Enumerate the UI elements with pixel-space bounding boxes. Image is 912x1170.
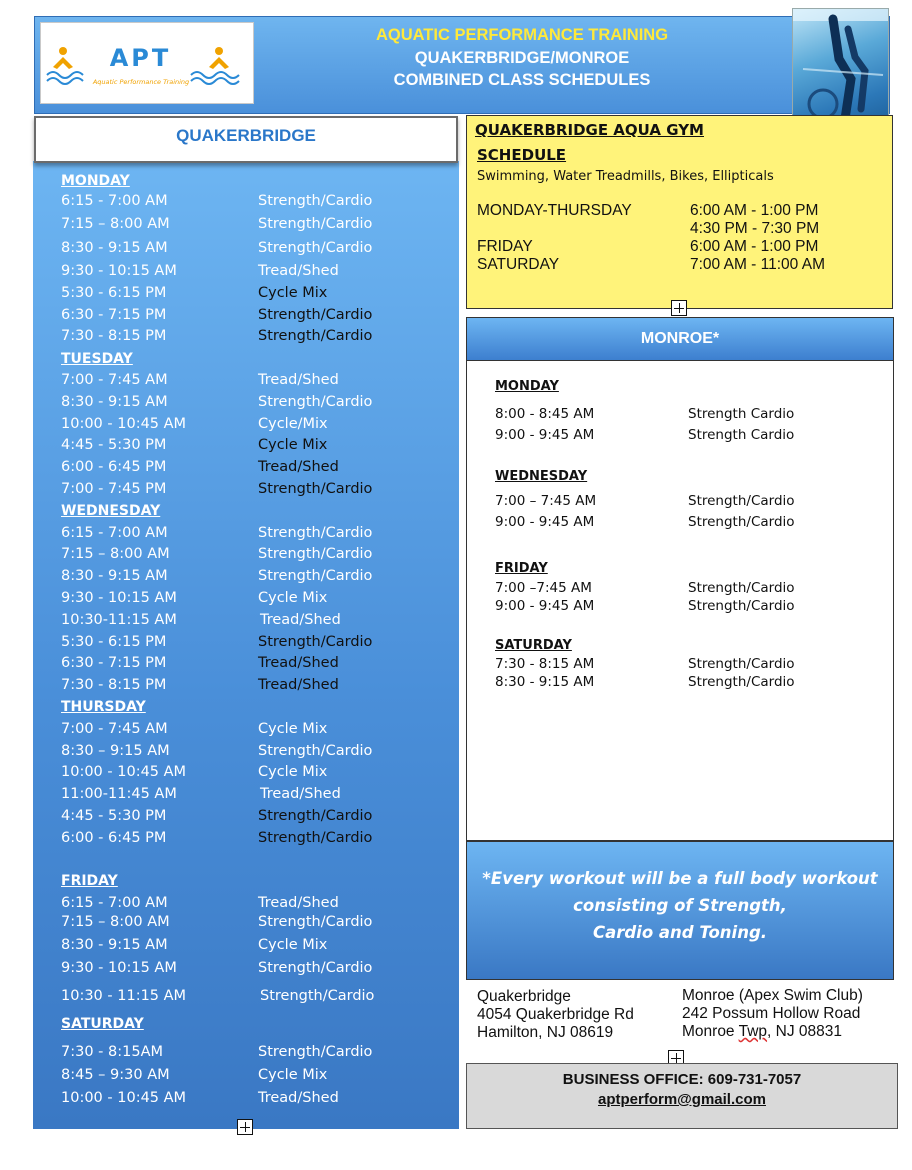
monroe-address-name: Monroe (Apex Swim Club) (682, 987, 863, 1004)
monroe-heading: MONROE* (640, 330, 720, 347)
class-time: 8:45 – 9:30 AM (61, 1067, 170, 1083)
class-time: 8:30 - 9:15 AM (61, 568, 168, 584)
gym-hours: 6:00 AM - 1:00 PM (690, 202, 819, 219)
class-time: 9:00 - 9:45 AM (495, 514, 595, 530)
aqua-gym-title: QUAKERBRIDGE AQUA GYM (475, 121, 704, 139)
class-time: 8:00 - 8:45 AM (495, 406, 595, 422)
aqua-gym-title-2: SCHEDULE (477, 146, 567, 164)
table-move-handle-icon[interactable] (671, 300, 687, 316)
class-time: 9:30 - 10:15 AM (61, 590, 177, 606)
class-type: Tread/Shed (258, 372, 339, 388)
class-time: 7:15 – 8:00 AM (61, 216, 170, 232)
class-type: Strength/Cardio (258, 1044, 373, 1060)
logo-text: APT (109, 44, 172, 72)
class-type: Strength/Cardio (258, 634, 373, 650)
class-type: Strength/Cardio (258, 568, 373, 584)
gym-hours: 4:30 PM - 7:30 PM (690, 220, 820, 237)
title-line-3: COMBINED CLASS SCHEDULES (393, 71, 651, 89)
class-time: 6:30 - 7:15 PM (61, 307, 167, 323)
class-time: 10:00 - 10:45 AM (61, 764, 187, 780)
quakerbridge-address-city: Hamilton, NJ 08619 (477, 1024, 614, 1041)
workout-note-line-3: Cardio and Toning. (592, 923, 768, 942)
logo-subtitle: Aquatic Performance Training (92, 78, 190, 86)
class-type: Cycle Mix (258, 1067, 328, 1083)
class-time: 7:00 - 7:45 AM (61, 372, 168, 388)
class-time: 7:00 –7:45 AM (495, 580, 592, 596)
class-time: 6:15 - 7:00 AM (61, 193, 168, 209)
gym-day: FRIDAY (477, 238, 533, 255)
class-time: 8:30 – 9:15 AM (61, 743, 170, 759)
day-label-wednesday: WEDNESDAY (495, 469, 588, 484)
class-type: Tread/Shed (258, 677, 339, 693)
class-time: 6:30 - 7:15 PM (61, 655, 167, 671)
class-time: 8:30 - 9:15 AM (61, 394, 168, 410)
business-email-link[interactable]: aptperform@gmail.com (598, 1091, 766, 1108)
workout-note-line-1: *Every workout will be a full body workout (482, 869, 878, 888)
day-label-friday: FRIDAY (61, 873, 118, 889)
class-time: 10:30 - 11:15 AM (61, 988, 187, 1004)
class-type: Tread/Shed (258, 263, 339, 279)
table-move-handle-icon[interactable] (237, 1119, 253, 1135)
class-type: Tread/Shed (258, 1090, 339, 1106)
class-time: 10:00 - 10:45 AM (61, 1090, 187, 1106)
class-type: Strength/Cardio (688, 514, 795, 530)
title-line-1: AQUATIC PERFORMANCE TRAINING (375, 26, 669, 44)
class-type: Cycle Mix (258, 937, 328, 953)
class-time: 6:15 - 7:00 AM (61, 525, 168, 541)
class-type: Strength/Cardio (258, 830, 373, 846)
class-time: 7:30 - 8:15 PM (61, 328, 167, 344)
class-type: Strength/Cardio (688, 493, 795, 509)
class-time: 7:30 - 8:15 AM (495, 656, 595, 672)
day-label-wednesday: WEDNESDAY (61, 503, 161, 519)
class-time: 8:30 - 9:15 AM (61, 240, 168, 256)
class-type: Tread/Shed (258, 459, 339, 475)
class-time: 7:00 – 7:45 AM (495, 493, 597, 509)
class-time: 10:30-11:15 AM (61, 612, 177, 628)
class-type: Tread/Shed (258, 655, 339, 671)
class-time: 9:30 - 10:15 AM (61, 960, 177, 976)
class-time: 7:00 - 7:45 AM (61, 721, 168, 737)
class-type: Strength/Cardio (258, 914, 373, 930)
class-type: Tread/Shed (260, 612, 341, 628)
class-time: 6:00 - 6:45 PM (61, 830, 167, 846)
class-type: Strength/Cardio (258, 743, 373, 759)
class-type: Strength/Cardio (258, 481, 373, 497)
day-label-monday: MONDAY (495, 379, 559, 394)
class-type: Tread/Shed (258, 895, 339, 911)
class-time: 5:30 - 6:15 PM (61, 285, 167, 301)
class-time: 8:30 - 9:15 AM (61, 937, 168, 953)
day-label-tuesday: TUESDAY (61, 351, 133, 367)
quakerbridge-address-street: 4054 Quakerbridge Rd (477, 1006, 634, 1023)
class-time: 7:15 – 8:00 AM (61, 914, 170, 930)
class-time: 11:00-11:45 AM (61, 786, 177, 802)
day-label-monday: MONDAY (61, 173, 130, 189)
class-time: 6:15 - 7:00 AM (61, 895, 168, 911)
class-type: Strength Cardio (688, 427, 795, 443)
class-type: Strength Cardio (688, 406, 795, 422)
business-office-phone: BUSINESS OFFICE: 609-731-7057 (562, 1071, 802, 1088)
class-type: Cycle Mix (258, 437, 328, 453)
gym-day: MONDAY-THURSDAY (477, 202, 632, 219)
class-type: Cycle Mix (258, 590, 328, 606)
class-type: Strength/Cardio (688, 656, 795, 672)
class-time: 4:45 - 5:30 PM (61, 808, 167, 824)
day-label-saturday: SATURDAY (61, 1016, 144, 1032)
spellcheck-flag: Twp (738, 1023, 768, 1040)
day-label-thursday: THURSDAY (61, 699, 146, 715)
gym-hours: 7:00 AM - 11:00 AM (690, 256, 825, 273)
class-type: Strength/Cardio (688, 580, 795, 596)
class-time: 9:00 - 9:45 AM (495, 598, 595, 614)
class-time: 7:30 - 8:15AM (61, 1044, 164, 1060)
monroe-address-city: Monroe Twp, NJ 08831 (682, 1023, 842, 1040)
class-time: 4:45 - 5:30 PM (61, 437, 167, 453)
class-type: Strength/Cardio (260, 988, 375, 1004)
title-line-2: QUAKERBRIDGE/MONROE (414, 49, 630, 67)
monroe-address-street: 242 Possum Hollow Road (682, 1005, 861, 1022)
aqua-cycling-photo (792, 8, 889, 129)
class-type: Strength/Cardio (688, 598, 795, 614)
cyclist-image-icon (793, 9, 889, 129)
gym-day: SATURDAY (477, 256, 560, 273)
class-time: 8:30 - 9:15 AM (495, 674, 595, 690)
class-time: 7:30 - 8:15 PM (61, 677, 167, 693)
quakerbridge-heading: QUAKERBRIDGE (176, 126, 316, 145)
class-type: Strength/Cardio (688, 674, 795, 690)
class-time: 6:00 - 6:45 PM (61, 459, 167, 475)
class-type: Strength/Cardio (258, 525, 373, 541)
class-type: Strength/Cardio (258, 394, 373, 410)
class-type: Strength/Cardio (258, 193, 373, 209)
day-label-saturday: SATURDAY (495, 638, 572, 653)
class-time: 7:00 - 7:45 PM (61, 481, 167, 497)
day-label-friday: FRIDAY (495, 561, 548, 576)
class-type: Strength/Cardio (258, 307, 373, 323)
class-type: Tread/Shed (260, 786, 341, 802)
class-type: Strength/Cardio (258, 216, 373, 232)
class-type: Strength/Cardio (258, 960, 373, 976)
class-time: 10:00 - 10:45 AM (61, 416, 187, 432)
gym-hours: 6:00 AM - 1:00 PM (690, 238, 819, 255)
class-type: Strength/Cardio (258, 808, 373, 824)
quakerbridge-address-name: Quakerbridge (477, 988, 571, 1005)
class-type: Strength/Cardio (258, 546, 373, 562)
class-type: Cycle Mix (258, 721, 328, 737)
class-time: 9:00 - 9:45 AM (495, 427, 595, 443)
workout-note-line-2: consisting of Strength, (573, 896, 787, 915)
class-time: 5:30 - 6:15 PM (61, 634, 167, 650)
aqua-gym-subtitle: Swimming, Water Treadmills, Bikes, Ellipticals (477, 169, 774, 184)
class-type: Cycle Mix (258, 764, 328, 780)
class-type: Strength/Cardio (258, 240, 373, 256)
class-time: 9:30 - 10:15 AM (61, 263, 177, 279)
class-type: Cycle Mix (258, 285, 328, 301)
class-time: 7:15 – 8:00 AM (61, 546, 170, 562)
class-type: Strength/Cardio (258, 328, 373, 344)
class-type: Cycle/Mix (258, 416, 328, 432)
